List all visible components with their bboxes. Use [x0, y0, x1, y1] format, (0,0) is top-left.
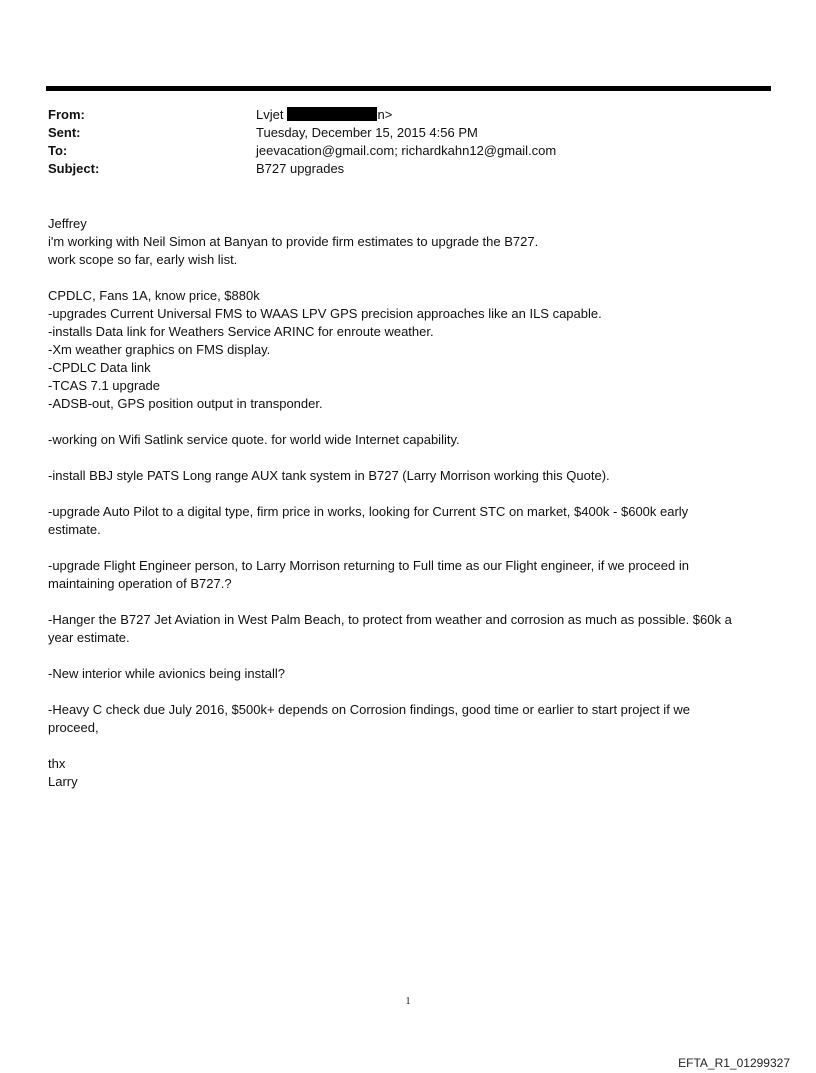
paragraph-gap — [48, 593, 760, 611]
email-body — [48, 215, 760, 791]
to-row — [48, 142, 768, 160]
from-name: Lvjet — [256, 107, 284, 122]
sent-label: Sent: — [48, 125, 81, 140]
to-value: jeevacation@gmail.com; richardkahn12@gmail.com — [256, 143, 557, 158]
body-line: maintaining operation of B727.? — [48, 576, 232, 591]
to-label: To: — [48, 143, 68, 158]
paragraph-gap — [48, 737, 760, 755]
body-line: estimate. — [48, 522, 101, 537]
body-line: year estimate. — [48, 630, 130, 645]
paragraph-gap — [48, 683, 760, 701]
email-header — [48, 106, 768, 178]
body-line: Larry — [48, 774, 78, 789]
body-line: CPDLC, Fans 1A, know price, $880k — [48, 288, 260, 303]
sent-value: Tuesday, December 15, 2015 4:56 PM — [256, 125, 478, 140]
body-line: -upgrades Current Universal FMS to WAAS LPV GPS precision approaches like an ILS capable. — [48, 306, 602, 321]
body-line: -CPDLC Data link — [48, 360, 151, 375]
paragraph-gap — [48, 539, 760, 557]
from-label: From: — [48, 107, 85, 122]
body-line: proceed, — [48, 720, 99, 735]
paragraph-gap — [48, 449, 760, 467]
body-line: -install BBJ style PATS Long range AUX tank system in B727 (Larry Morrison working this Quote). — [48, 468, 610, 483]
body-line: -New interior while avionics being install? — [48, 666, 285, 681]
subject-row — [48, 160, 768, 178]
body-line: i'm working with Neil Simon at Banyan to provide firm estimates to upgrade the B727. — [48, 234, 539, 249]
body-line: -upgrade Auto Pilot to a digital type, firm price in works, looking for Current STC on market, $400k - $600k early — [48, 504, 689, 519]
body-line: -Hanger the B727 Jet Aviation in West Palm Beach, to protect from weather and corrosion as much as possible. $60k a — [48, 612, 732, 627]
body-line: thx — [48, 756, 66, 771]
body-line: -installs Data link for Weathers Service ARINC for enroute weather. — [48, 324, 434, 339]
header-divider — [46, 86, 771, 91]
from-email-tail: n> — [377, 107, 393, 122]
sent-row — [48, 124, 768, 142]
body-line: -Xm weather graphics on FMS display. — [48, 342, 271, 357]
document-id: EFTA_R1_01299327 — [678, 1056, 790, 1070]
paragraph-gap — [48, 269, 760, 287]
paragraph-gap — [48, 413, 760, 431]
body-line: Jeffrey — [48, 216, 87, 231]
subject-label: Subject: — [48, 161, 100, 176]
page-number: 1 — [405, 996, 411, 1007]
body-line: -ADSB-out, GPS position output in transponder. — [48, 396, 323, 411]
subject-value: B727 upgrades — [256, 161, 345, 176]
body-line: work scope so far, early wish list. — [48, 252, 238, 267]
body-line: -TCAS 7.1 upgrade — [48, 378, 161, 393]
body-line: -upgrade Flight Engineer person, to Larry Morrison returning to Full time as our Flight engineer, if we proceed in — [48, 558, 689, 573]
paragraph-gap — [48, 647, 760, 665]
redaction-box — [287, 107, 377, 121]
body-line: -Heavy C check due July 2016, $500k+ depends on Corrosion findings, good time or earlier to start project if we — [48, 702, 691, 717]
paragraph-gap — [48, 485, 760, 503]
body-line: -working on Wifi Satlink service quote. for world wide Internet capability. — [48, 432, 460, 447]
from-row — [48, 106, 768, 124]
from-value — [256, 106, 768, 124]
